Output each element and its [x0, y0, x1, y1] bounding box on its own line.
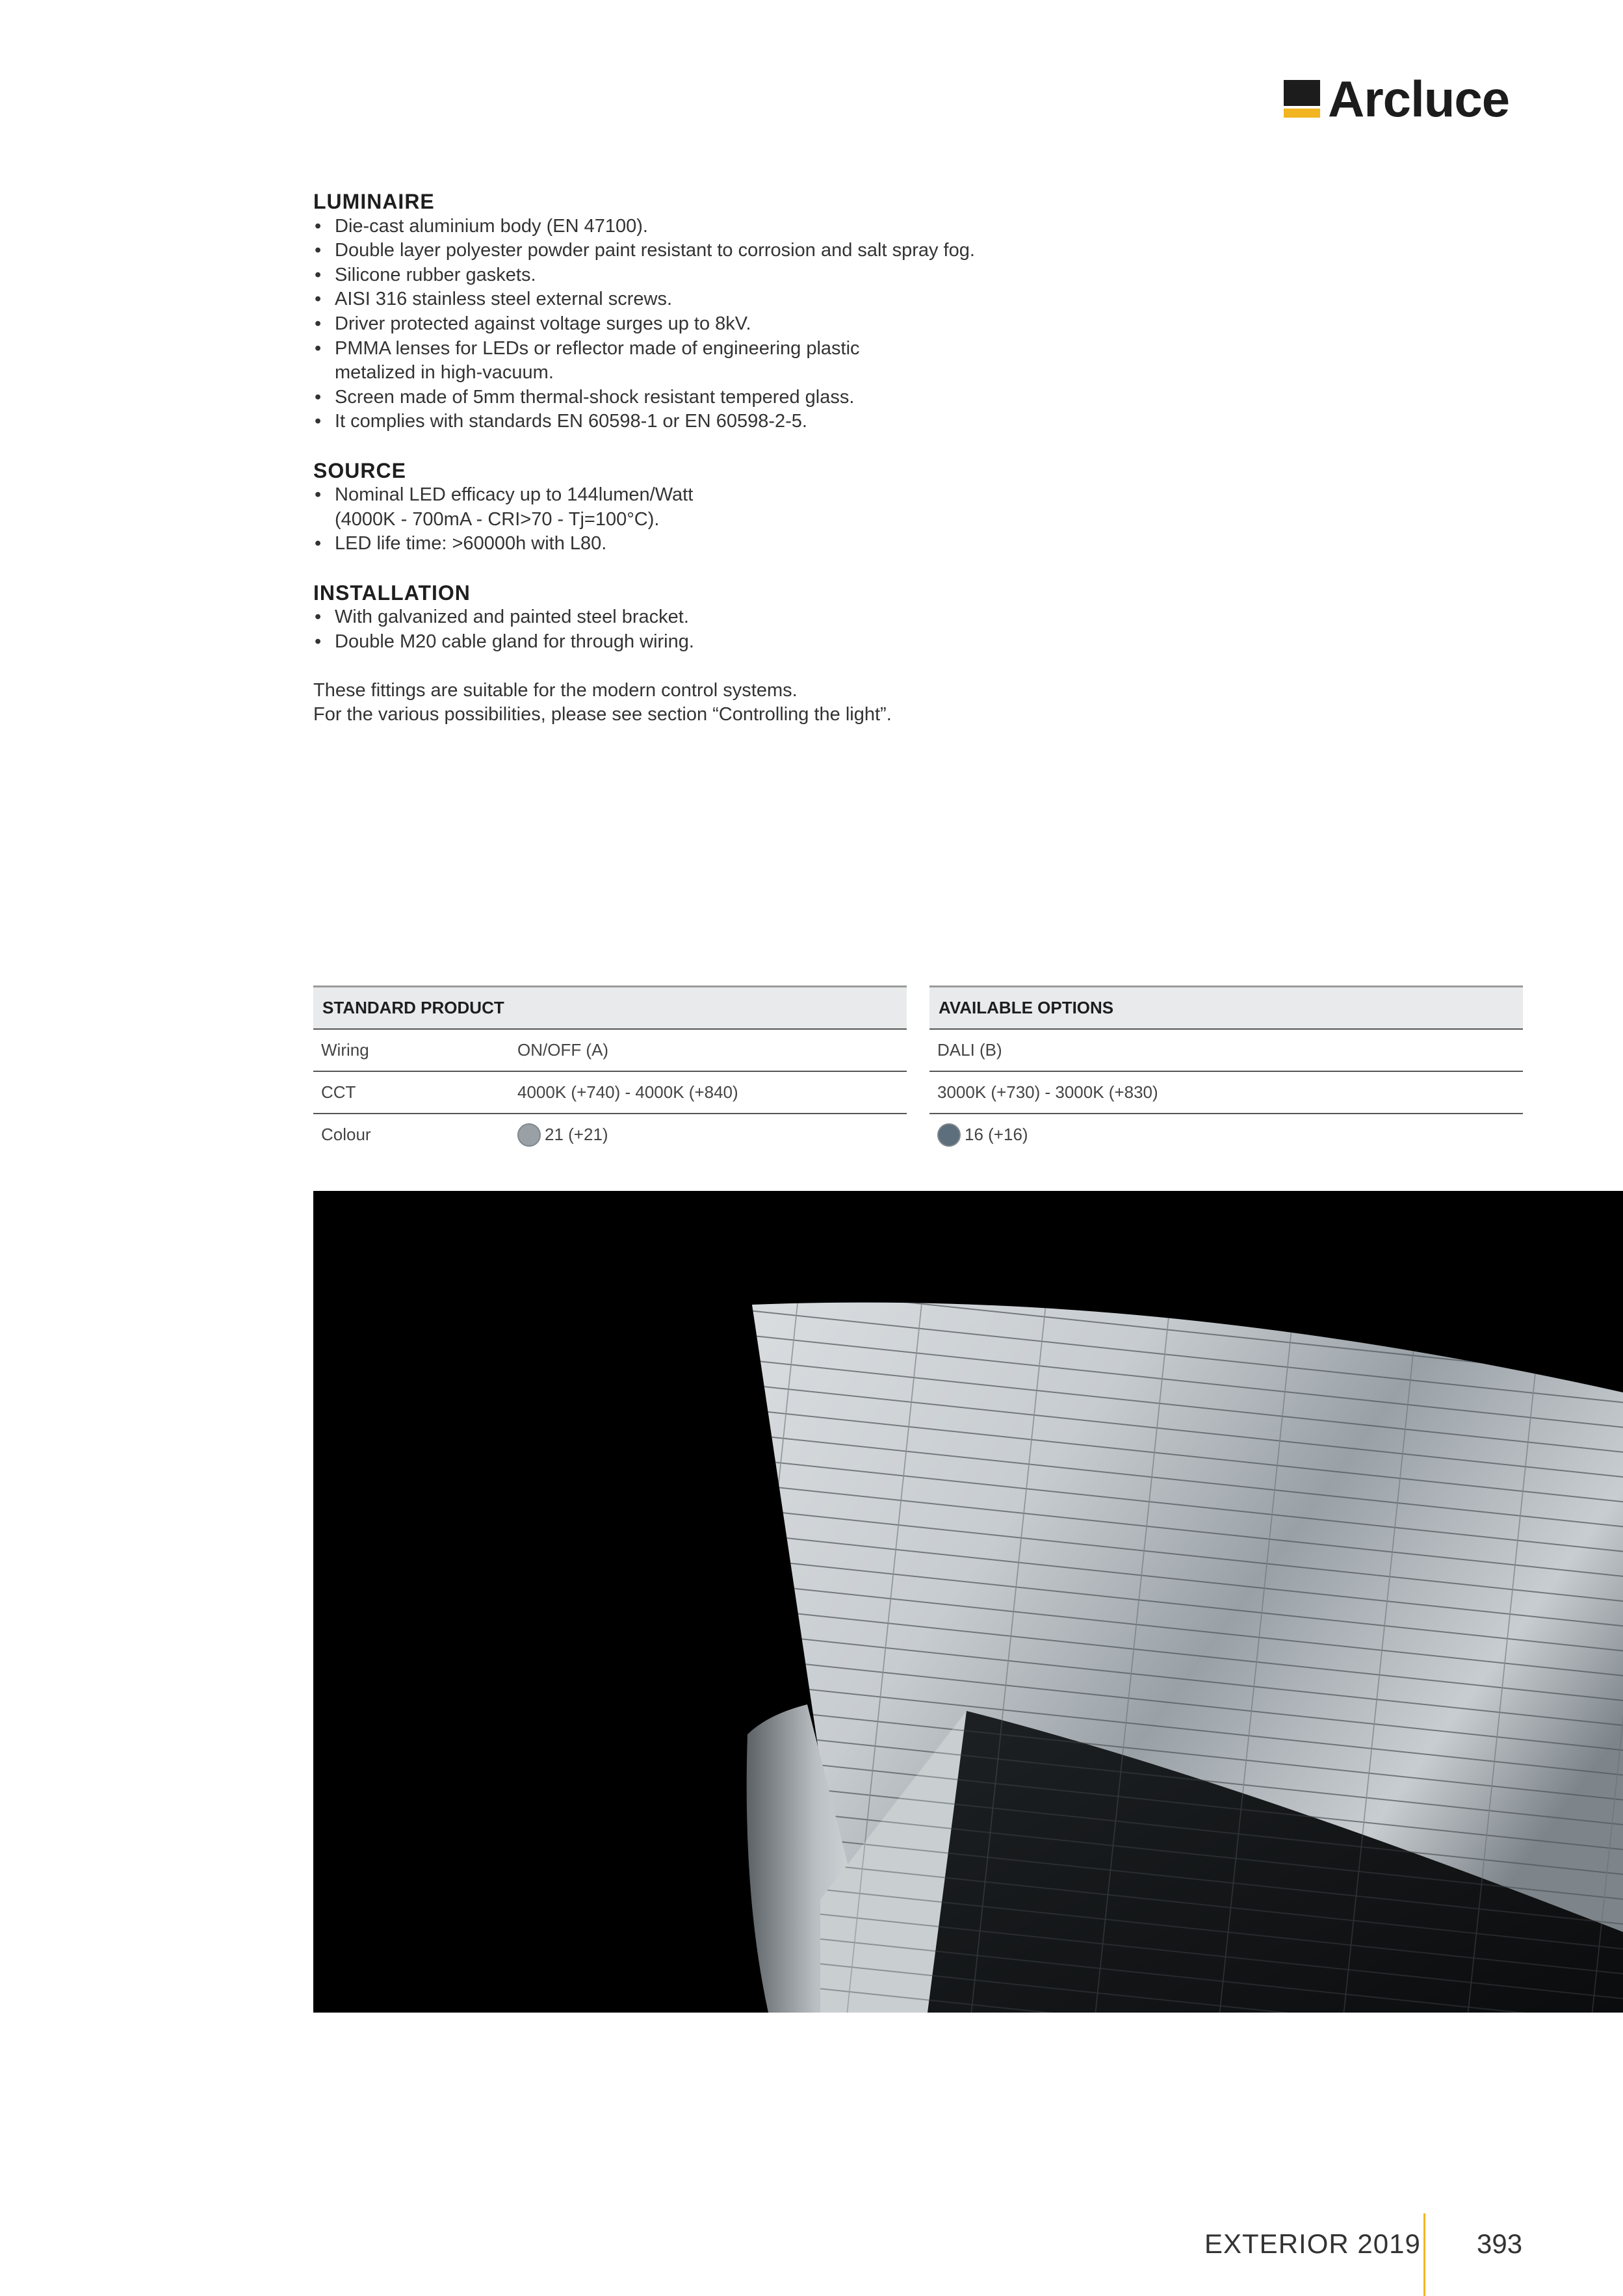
list-item: • With galvanized and painted steel bracket.: [313, 605, 1093, 630]
list-item: • Driver protected against voltage surges up to 8kV.: [313, 312, 1093, 337]
luminaire-list: [313, 215, 1093, 434]
note-line: These fittings are suitable for the modern control systems.: [313, 679, 798, 701]
installation-list: [313, 605, 1093, 654]
luminaire-section: [313, 190, 1093, 434]
list-item: • AISI 316 stainless steel external screws.: [313, 287, 1093, 312]
list-item: • It complies with standards EN 60598-1 or EN 60598-2-5.: [313, 410, 1093, 434]
installation-heading: INSTALLATION: [313, 581, 471, 605]
list-item: • Nominal LED efficacy up to 144lumen/Watt (4000K - 700mA - CRI>70 - Tj=100°C).: [313, 483, 751, 532]
colour-code: 21 (+21): [545, 1125, 608, 1144]
list-item: • LED life time: >60000h with L80.: [313, 532, 1093, 556]
colour-code: 16 (+16): [965, 1125, 1028, 1144]
table-row: [313, 1072, 907, 1114]
list-item: • PMMA lenses for LEDs or reflector made of engineering plastic metalized in high-vacuum.: [313, 337, 907, 385]
facade-image: [313, 1191, 1623, 2013]
note-line: For the various possibilities, please see section “Controlling the light”.: [313, 704, 892, 725]
footer-divider: [1423, 2213, 1425, 2296]
source-list: [313, 483, 1093, 556]
table-row: [929, 1114, 1523, 1155]
option-value: 3000K (+730) - 3000K (+830): [937, 1082, 1158, 1102]
page-number: 393: [1477, 2228, 1523, 2259]
option-value: [929, 1123, 1028, 1147]
installation-section: [313, 581, 1093, 655]
table-row: [929, 1072, 1523, 1114]
table-row: [929, 1030, 1523, 1072]
standard-product-table: [313, 985, 907, 1155]
brand-name: Arcluce: [1328, 70, 1510, 127]
colour-swatch-icon: [937, 1123, 961, 1147]
list-item: • Screen made of 5mm thermal-shock resistant tempered glass.: [313, 385, 1093, 410]
source-heading: SOURCE: [313, 458, 406, 482]
list-item: • Double layer polyester powder paint resistant to corrosion and salt spray fog.: [313, 239, 1093, 263]
row-label: CCT: [321, 1082, 356, 1102]
logo-mark-icon: [1284, 80, 1320, 118]
table-row: [313, 1114, 907, 1155]
available-options-table: [929, 985, 1523, 1155]
source-section: [313, 459, 1093, 556]
standard-product-title: STANDARD PRODUCT: [313, 985, 907, 1030]
list-item: • Double M20 cable gland for through wiring.: [313, 630, 1093, 655]
specifications: [313, 190, 1093, 727]
control-systems-note: [313, 679, 1093, 727]
option-value: DALI (B): [937, 1040, 1002, 1060]
luminaire-heading: LUMINAIRE: [313, 190, 435, 213]
row-label: Wiring: [321, 1040, 369, 1060]
table-row: [313, 1030, 907, 1072]
colour-swatch-icon: [517, 1123, 541, 1147]
architecture-photo: [313, 1191, 1623, 2013]
brand-logo: [1284, 70, 1510, 127]
list-item: • Silicone rubber gaskets.: [313, 263, 1093, 288]
row-value: [517, 1123, 608, 1147]
row-label: Colour: [321, 1125, 371, 1144]
list-item: • Die-cast aluminium body (EN 47100).: [313, 215, 1093, 239]
available-options-title: AVAILABLE OPTIONS: [929, 985, 1523, 1030]
row-value: 4000K (+740) - 4000K (+840): [517, 1082, 738, 1102]
footer-section-title: EXTERIOR 2019: [1204, 2228, 1421, 2259]
row-value: ON/OFF (A): [517, 1040, 609, 1060]
